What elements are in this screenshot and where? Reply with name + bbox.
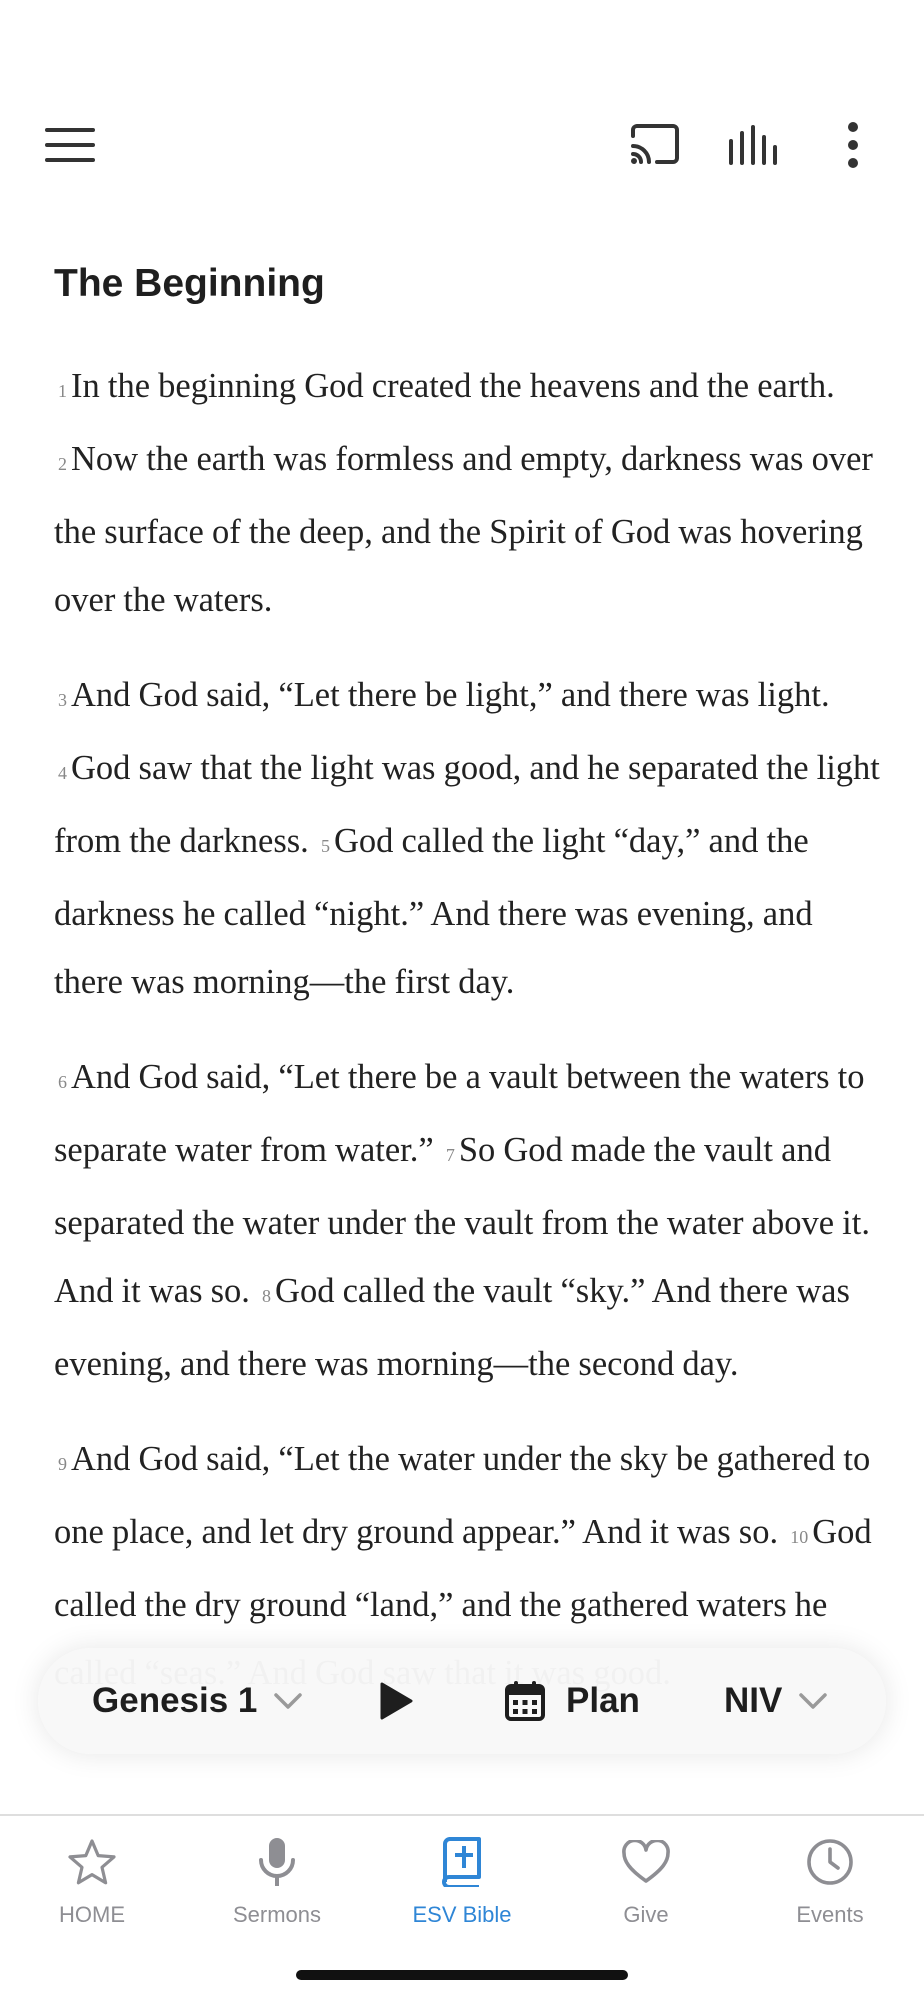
verse-number[interactable]: 7 <box>445 1145 455 1165</box>
verse-text[interactable]: So God made the vault and separated the water under the vault from the water above it. And it was so. <box>54 1131 870 1310</box>
microphone-icon <box>257 1836 297 1888</box>
tab-esv-bible[interactable] <box>370 1830 554 1948</box>
tab-home[interactable] <box>0 1830 184 1948</box>
heart-icon <box>621 1840 671 1884</box>
home-indicator <box>296 1970 628 1980</box>
tab-label: HOME <box>59 1902 125 1927</box>
verse-number[interactable]: 1 <box>58 381 67 401</box>
verse-text[interactable]: In the beginning God created the heavens and the earth. <box>71 367 835 405</box>
scripture-paragraphs <box>54 352 884 1707</box>
verse-text[interactable]: And God said, “Let there be a vault between the waters to separate water from water.” <box>54 1058 865 1169</box>
scripture-content <box>54 262 884 1734</box>
verse-text[interactable]: God called the dry ground “land,” and the gathered waters he <box>54 1513 872 1624</box>
verse-text[interactable]: And God said, “Let there be light,” and there was light. <box>71 676 830 714</box>
clock-icon <box>805 1837 855 1887</box>
verse-number[interactable]: 3 <box>58 690 67 710</box>
tab-events[interactable] <box>738 1830 922 1948</box>
bible-icon <box>441 1837 483 1887</box>
verse-text[interactable]: God saw that the light was good, and he separated the light from the darkness. <box>54 749 880 860</box>
section-heading: The Beginning <box>54 262 325 305</box>
menu-button[interactable] <box>40 122 100 168</box>
plan-label: Plan <box>566 1681 640 1720</box>
scripture-paragraph <box>54 661 884 1016</box>
verse-number[interactable]: 5 <box>320 836 330 856</box>
audio-levels-button[interactable] <box>724 120 782 170</box>
content-fade-overlay <box>0 1760 924 1816</box>
chevron-down-icon <box>798 1692 828 1710</box>
verse-number[interactable]: 10 <box>790 1527 809 1547</box>
more-vertical-icon <box>847 122 859 168</box>
play-icon <box>378 1681 414 1721</box>
scripture-paragraph <box>54 352 884 634</box>
more-options-button[interactable] <box>830 118 876 172</box>
verse-number[interactable]: 4 <box>58 763 67 783</box>
play-button[interactable] <box>378 1648 414 1754</box>
chevron-down-icon <box>273 1692 303 1710</box>
verse-text[interactable]: And God said, “Let the water under the sky be gathered to one place, and let dry ground appear.” And it was so. <box>54 1440 871 1551</box>
tab-label: Events <box>796 1902 864 1927</box>
tab-sermons[interactable] <box>185 1830 369 1948</box>
top-toolbar <box>0 110 924 180</box>
verse-text[interactable]: God called the vault “sky.” And there was evening, and there was morning—the second day. <box>54 1272 850 1383</box>
cast-icon <box>629 124 681 166</box>
cast-button[interactable] <box>626 120 684 170</box>
version-label: NIV <box>724 1681 783 1720</box>
menu-icon <box>45 128 95 162</box>
equalizer-icon <box>727 125 779 165</box>
verse-text[interactable]: God called the light “day,” and the darkness he called “night.” And there was evening, and there was morning—the first day. <box>54 822 813 1001</box>
tab-label: ESV Bible <box>412 1902 512 1927</box>
scripture-paragraph <box>54 1043 884 1398</box>
reading-plan-button[interactable] <box>504 1648 640 1754</box>
version-selector[interactable] <box>724 1648 828 1754</box>
verse-number[interactable]: 6 <box>58 1072 67 1092</box>
tab-label: Give <box>623 1902 669 1927</box>
calendar-icon <box>504 1680 546 1722</box>
verse-number[interactable]: 2 <box>58 454 67 474</box>
book-chapter-selector[interactable] <box>92 1648 303 1754</box>
book-chapter-label: Genesis 1 <box>92 1681 258 1720</box>
tab-label: Sermons <box>232 1902 322 1927</box>
tab-give[interactable] <box>554 1830 738 1948</box>
verse-number[interactable]: 9 <box>58 1454 67 1474</box>
star-icon <box>67 1838 117 1886</box>
verse-number[interactable]: 8 <box>262 1286 272 1306</box>
verse-text[interactable]: Now the earth was formless and empty, darkness was over the surface of the deep, and the Spirit of God was hovering over the waters. <box>54 440 873 619</box>
chapter-navigation-bar <box>38 1648 886 1754</box>
